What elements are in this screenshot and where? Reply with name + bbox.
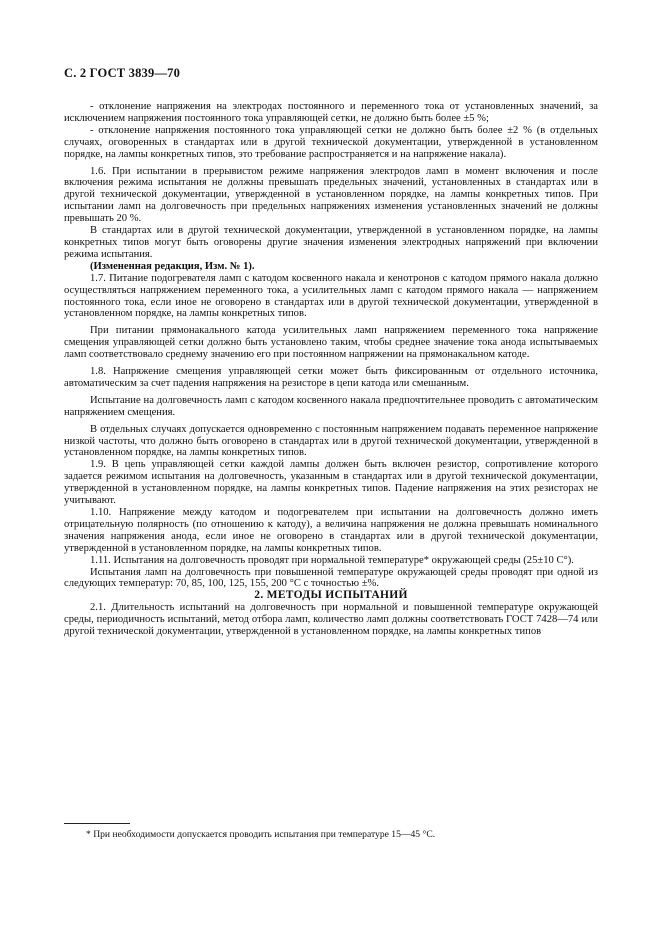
paragraph-voltage-deviation: - отклонение напряжения на электродах постоянного и переменного тока от установленных значений, за исключением напряжения постоянного тока управляющей сетки, не должно быть более ±5 %; (64, 101, 598, 124)
paragraph-1-11-elevated-temp: Испытания ламп на долговечность при повышенной температуре окружающей среды проводят при одной из следующих температур: 70, 85, 100, 125, 155, 200 °С с точностью ±%. (64, 566, 598, 590)
footnote-divider (64, 823, 130, 824)
paragraph-1-10: 1.10. Напряжение между катодом и подогревателем при испытании на долговечность должно иметь отрицательную полярность (по отношению к катоду), а величина напряжения не должна превышать номинального значения напряжения анода, если иное не оговорено в стандартах или в другой технической документации, утвержденной в установленном порядке, на лампы конкретных типов. (64, 507, 598, 554)
paragraph-1-11: 1.11. Испытания на долговечность проводят при нормальной температуре* окружающей среды (25±10 С°). (90, 554, 574, 566)
paragraph-1-7: 1.7. Питание подогревателя ламп с катодом косвенного накала и кенотронов с катодом прямого накала должно осуществляться напряжением переменного тока, а усилительных ламп с катодом прямого накала — напряжением постоянного тока, если иное не оговорено в стандартах или в другой технической документации, утвержденной в установленном порядке, на лампы конкретных типов. (64, 272, 598, 320)
section-title: 2. МЕТОДЫ ИСПЫТАНИЙ (254, 589, 408, 602)
paragraph-1-8: 1.8. Напряжение смещения управляющей сетки может быть фиксированным от отдельного источника, автоматическим за счет падения напряжения на резисторе в цепи катода или смешанным. (64, 366, 598, 389)
paragraph-1-6: 1.6. При испытании в прерывистом режиме напряжения электродов ламп в момент включения и после включения режима испытания не должны превышать предельных значений, установленных в стандартах или в другой технической документации, утвержденной в установленном порядке, на лампы конкретных типов. При испытании ламп на долговечность при предельных напряжениях изменения установленных значений не должны превышать 20 %. (64, 165, 598, 225)
amendment-note: (Измененная редакция, Изм. № 1). (90, 260, 255, 272)
paragraph-1-6-standards: В стандартах или в другой технической документации, утвержденной в установленном порядке, на лампы конкретных типов могут быть оговорены другие значения изменения электродных напряжений при включении режима испытания. (64, 225, 598, 260)
document-body (64, 101, 598, 638)
paragraph-1-9: 1.9. В цепь управляющей сетки каждой лампы должен быть включен резистор, сопротивление которого задается режимом испытания на долговечность, указанным в стандартах или в другой технической документации, утвержденной в установленном порядке, на лампы конкретных типов. Падение напряжения на этих резисторах не учитывают. (64, 459, 598, 507)
paragraph-1-8-low-frequency: В отдельных случаях допускается одновременно с постоянным напряжением подавать переменное напряжение низкой частоты, что должно быть оговорено в стандартах или в другой технической документации, утвержденной в установленном порядке, на лампы конкретных типов. (64, 423, 598, 459)
paragraph-1-7-direct-cathode: При питании прямонакального катода усилительных ламп напряжением переменного тока напряжение смещения управляющей сетки должно быть установлено таким, чтобы среднее значение тока анода испытываемых ламп соответствовало среднему значению его при постоянном напряжении на прямонакальном катоде. (64, 325, 598, 361)
paragraph-1-8-auto-bias: Испытание на долговечность ламп с катодом косвенного накала предпочтительнее проводить с автоматическим напряжением смещения. (64, 394, 598, 418)
page-header: С. 2 ГОСТ 3839—70 (64, 66, 181, 80)
footnote: * При необходимости допускается проводить испытания при температуре 15—45 °С. (86, 829, 436, 840)
paragraph-grid-voltage-deviation: - отклонение напряжения постоянного тока управляющей сетки не должно быть более ±2 % (в отдельных случаях, оговоренных в стандартах или в другой технической документации, утвержденной в установленном порядке, на лампы конкретных типов, это требование распространяется и на напряжение накала). (64, 124, 598, 160)
paragraph-2-1: 2.1. Длительность испытаний на долговечность при нормальной и повышенной температуре окружающей среды, периодичность испытаний, метод отбора ламп, количество ламп должны соответствовать ГОСТ 7428—74 или другой технической документации, утвержденной в установленном порядке, на лампы конкретных типов (64, 602, 598, 638)
